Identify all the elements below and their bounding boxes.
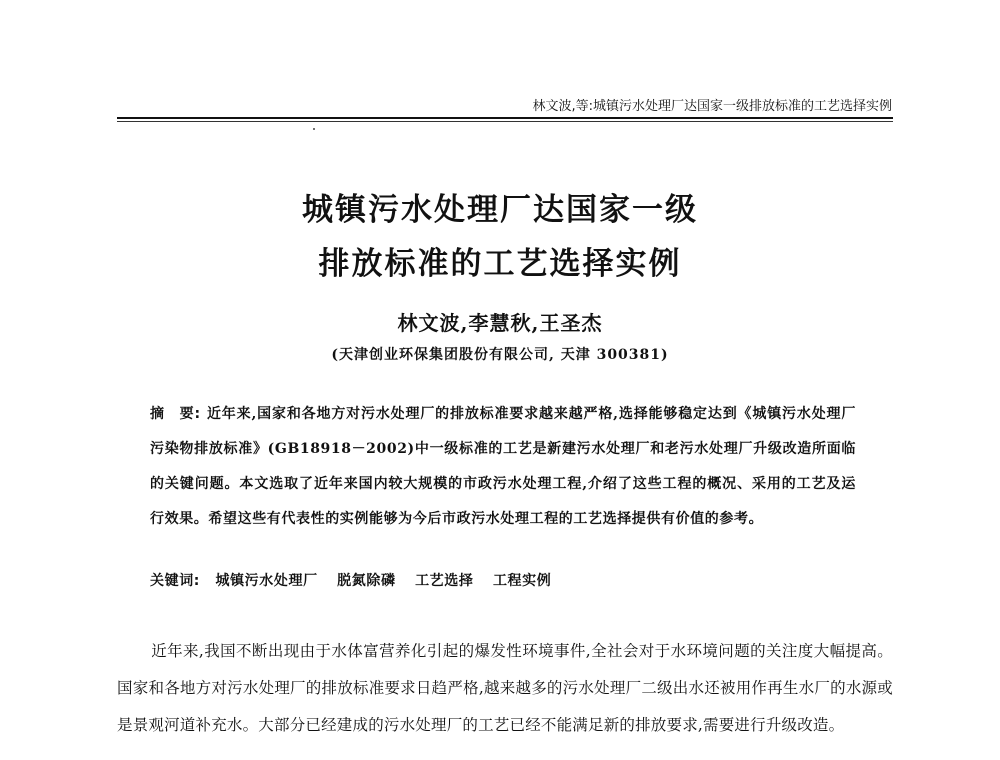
abstract	[150, 397, 856, 537]
keywords-label: 关键词:	[150, 573, 200, 589]
title-line-2: 排放标准的工艺选择实例	[318, 246, 682, 282]
keyword-item: 城镇污水处理厂	[215, 573, 318, 589]
keyword-item: 工程实例	[492, 573, 552, 589]
abstract-label: 摘 要:	[150, 406, 201, 422]
header-rule-thin	[117, 121, 893, 122]
abstract-text: 近年来,国家和各地方对污水处理厂的排放标准要求越来越严格,选择能够稳定达到《城镇污水处理厂污染物排放标准》(GB18918－2002)中一级标准的工艺是新建污水处理厂和老污水处理厂升级改造所面临的关键问题。本文选取了近年来国内较大规模的市政污水处理工程,介绍了这些工程的概况、采用的工艺及运行效果。希望这些有代表性的实例能够为今后市政污水处理工程的工艺选择提供有价值的参考。	[150, 406, 856, 527]
affiliation: (天津创业环保集团股份有限公司, 天津 300381)	[331, 347, 669, 363]
authors: 林文波,李慧秋,王圣杰	[397, 311, 603, 335]
running-header: 林文波,等:城镇污水处理厂达国家一级排放标准的工艺选择实例	[532, 99, 892, 114]
keyword-item: 脱氮除磷	[337, 573, 396, 589]
body-paragraph	[117, 633, 893, 744]
header-rule	[117, 117, 893, 119]
title-line-1: 城镇污水处理厂达国家一级	[302, 192, 698, 228]
keyword-item: 工艺选择	[415, 573, 474, 589]
body-paragraph-text: 近年来,我国不断出现由于水体富营养化引起的爆发性环境事件,全社会对于水环境问题的关注度大幅提高。国家和各地方对污水处理厂的排放标准要求日趋严格,越来越多的污水处理厂二级出水还被用作再生水厂的水源或是景观河道补充水。大部分已经建成的污水处理厂的工艺已经不能满足新的排放要求,需要进行升级改造。	[117, 642, 893, 734]
keywords	[150, 570, 856, 590]
scan-speck	[313, 128, 315, 130]
